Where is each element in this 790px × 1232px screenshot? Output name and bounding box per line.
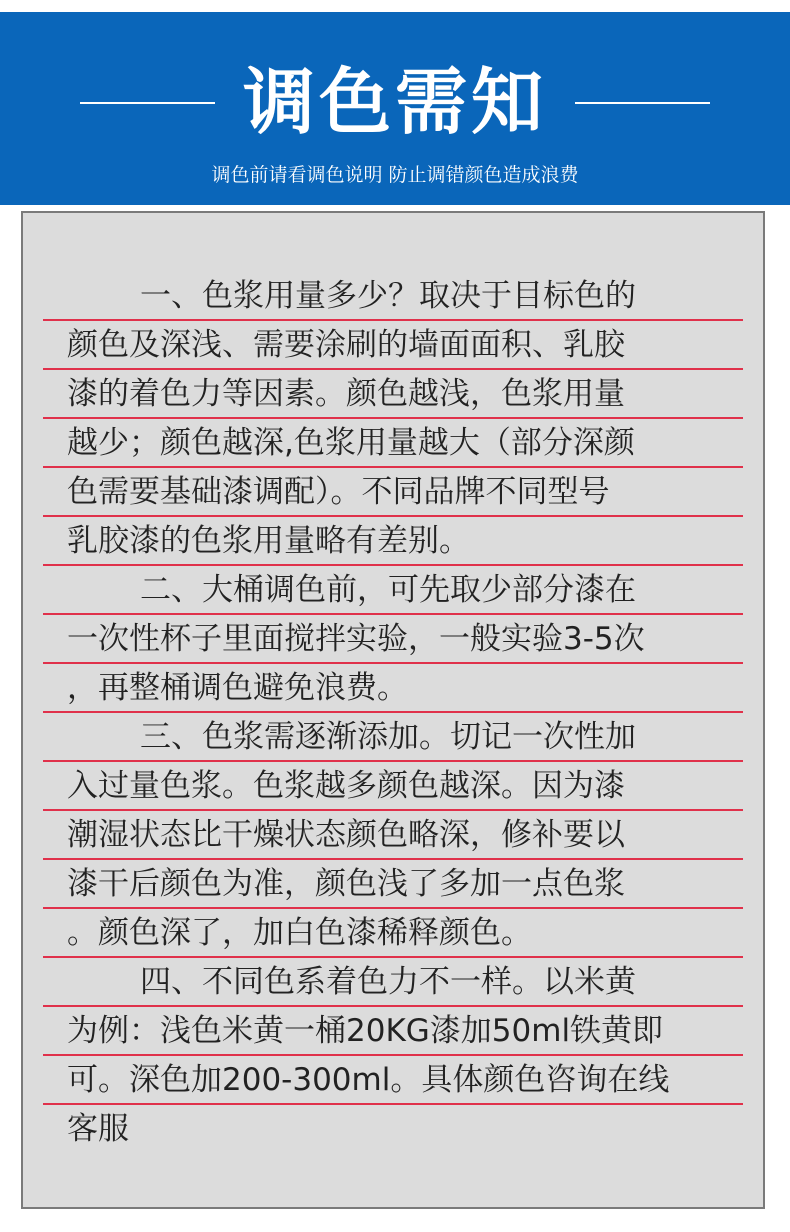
note-line: 可。深色加200-300ml。具体颜色咨询在线: [43, 1056, 743, 1105]
note-line: 潮湿状态比干燥状态颜色略深，修补要以: [43, 811, 743, 860]
note-line: 越少；颜色越深,色浆用量越大（部分深颜: [43, 419, 743, 468]
header-banner: [0, 12, 790, 205]
title-divider-right: [575, 102, 710, 104]
note-line: 色需要基础漆调配）。不同品牌不同型号: [43, 468, 743, 517]
note-line: 二、大桶调色前，可先取少部分漆在: [43, 566, 743, 615]
note-line: 一次性杯子里面搅拌实验，一般实验3-5次: [43, 615, 743, 664]
note-line: 客服: [67, 1111, 129, 1147]
note-line: 乳胶漆的色浆用量略有差别。: [43, 517, 743, 566]
title-divider-left: [80, 102, 215, 104]
note-line: 颜色及深浅、需要涂刷的墙面面积、乳胶: [43, 321, 743, 370]
page-title: 调色需知: [242, 60, 547, 144]
instructions-text: [43, 272, 743, 1154]
note-line: 三、色浆需逐渐添加。切记一次性加: [43, 713, 743, 762]
note-line: 四、不同色系着色力不一样。以米黄: [43, 958, 743, 1007]
note-line: 入过量色浆。色浆越多颜色越深。因为漆: [43, 762, 743, 811]
note-line: 漆干后颜色为准，颜色浅了多加一点色浆: [43, 860, 743, 909]
note-line: 。颜色深了，加白色漆稀释颜色。: [43, 909, 743, 958]
note-line: 为例：浅色米黄一桶20KG漆加50ml铁黄即: [43, 1007, 743, 1056]
note-line: ，再整桶调色避免浪费。: [43, 664, 743, 713]
note-line: 一、色浆用量多少？取决于目标色的: [43, 272, 743, 321]
title-row: [0, 52, 790, 152]
page-subtitle: 调色前请看调色说明 防止调错颜色造成浪费: [211, 164, 579, 186]
note-line: 漆的着色力等因素。颜色越浅，色浆用量: [43, 370, 743, 419]
